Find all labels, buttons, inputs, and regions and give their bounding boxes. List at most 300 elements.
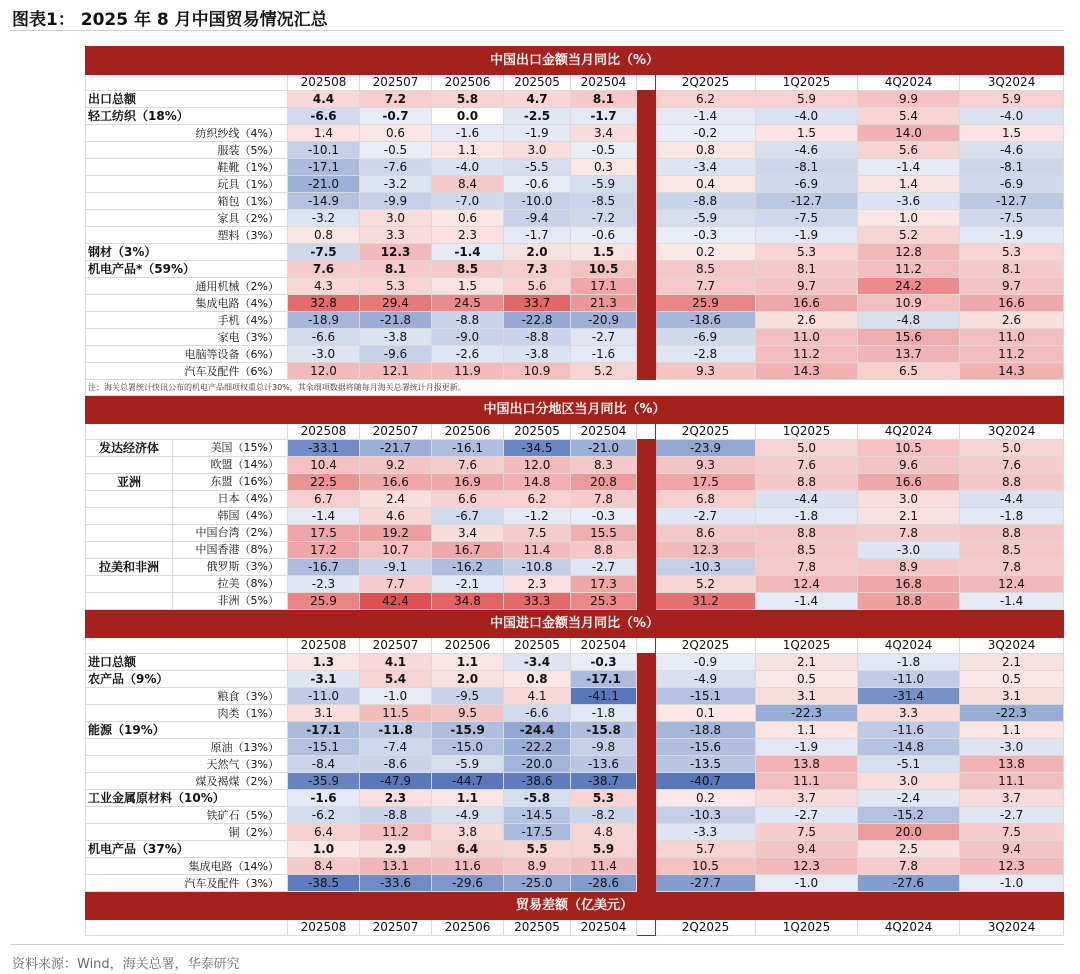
data-cell: -17.1 [288,722,360,739]
data-cell: -20.0 [504,756,571,773]
data-cell: 3.1 [756,688,858,705]
data-cell: -0.6 [571,227,637,244]
data-cell: -27.7 [656,875,756,892]
data-cell: -20.9 [571,312,637,329]
data-cell: 4.1 [504,688,571,705]
data-cell: 18.8 [858,593,960,610]
data-cell: 6.8 [656,491,756,508]
column-gap [637,474,656,491]
data-cell: -7.0 [432,193,504,210]
data-cell: 12.0 [504,457,571,474]
row-label: 中国台湾（2%） [195,526,279,539]
column-gap [637,508,656,525]
data-cell: 1.4 [288,125,360,142]
column-header: 3Q2024 [960,75,1064,91]
column-header: 3Q2024 [960,638,1064,654]
row-label: 机电产品*（59%） [86,261,288,278]
data-cell: 1.0 [288,841,360,858]
data-cell: -4.8 [858,312,960,329]
data-cell: 1.5 [571,244,637,261]
data-cell: 32.8 [288,295,360,312]
data-cell: 3.0 [858,491,960,508]
data-cell: 13.1 [360,858,432,875]
data-cell: -10.8 [504,559,571,576]
data-cell: 12.0 [288,363,360,380]
column-gap [637,705,656,722]
region-row-cell [86,576,288,593]
data-cell: 2.1 [960,654,1064,671]
data-cell: -3.0 [960,739,1064,756]
data-cell: -1.4 [858,159,960,176]
region-row-cell [86,457,288,474]
data-cell: -3.0 [288,346,360,363]
column-header: 202504 [571,424,637,440]
data-cell: 20.0 [858,824,960,841]
data-cell: -1.8 [960,508,1064,525]
column-gap [637,542,656,559]
data-cell: -2.5 [504,108,571,125]
data-cell: 7.5 [960,824,1064,841]
data-cell: -10.0 [504,193,571,210]
data-cell: 2.0 [504,244,571,261]
data-cell: -3.1 [288,671,360,688]
region-group-spacer [86,525,173,541]
data-cell: -5.9 [432,756,504,773]
column-gap [637,312,656,329]
data-cell: 7.5 [504,525,571,542]
data-cell: 9.7 [756,278,858,295]
data-cell: 10.5 [656,858,756,875]
data-cell: 1.1 [432,142,504,159]
data-cell: 8.8 [756,474,858,491]
data-cell: -1.9 [960,227,1064,244]
data-cell: 15.6 [858,329,960,346]
data-cell: 5.2 [571,363,637,380]
data-cell: 0.0 [432,108,504,125]
data-cell: 3.1 [288,705,360,722]
data-cell: -0.3 [656,227,756,244]
column-gap [637,125,656,142]
data-cell: 0.1 [656,705,756,722]
data-cell: -9.8 [571,739,637,756]
data-cell: 12.4 [960,576,1064,593]
data-cell: -18.9 [288,312,360,329]
data-cell: 3.0 [858,773,960,790]
data-cell: 8.8 [960,474,1064,491]
data-cell: 3.3 [858,705,960,722]
row-label: 非洲（5%） [217,594,279,607]
data-cell: 2.4 [360,491,432,508]
data-cell: 2.6 [960,312,1064,329]
column-header: 202506 [432,424,504,440]
row-label: 手机（4%） [86,312,288,329]
data-cell: 11.0 [756,329,858,346]
data-cell: 1.5 [960,125,1064,142]
data-cell: 9.2 [360,457,432,474]
data-cell: 5.8 [432,91,504,108]
data-cell: -40.7 [656,773,756,790]
row-label: 汽车及配件（3%） [86,875,288,892]
row-label: 韩国（4%） [217,509,279,522]
region-group-spacer [86,491,173,507]
data-cell: -5.9 [656,210,756,227]
data-cell: -3.6 [858,193,960,210]
data-cell: 3.3 [360,227,432,244]
data-cell: -18.8 [656,722,756,739]
data-cell: -5.1 [858,756,960,773]
row-label: 鞋靴（1%） [86,159,288,176]
data-cell: 6.4 [432,841,504,858]
column-header: 202506 [432,638,504,654]
data-cell: 21.3 [571,295,637,312]
data-cell: -6.6 [504,705,571,722]
data-cell: 8.8 [756,525,858,542]
data-cell: 0.2 [656,244,756,261]
data-cell: 7.7 [656,278,756,295]
data-cell: -34.5 [504,440,571,457]
column-gap [637,722,656,739]
column-gap [637,807,656,824]
data-cell: 6.7 [288,491,360,508]
data-cell: -1.4 [288,508,360,525]
data-cell: 14.8 [504,474,571,491]
column-header: 202508 [288,424,360,440]
data-cell: 42.4 [360,593,432,610]
data-cell: 12.1 [360,363,432,380]
data-cell: 5.3 [960,244,1064,261]
data-cell: 9.4 [960,841,1064,858]
data-cell: 17.3 [571,576,637,593]
data-cell: -44.7 [432,773,504,790]
data-cell: -29.6 [432,875,504,892]
data-cell: -13.6 [571,756,637,773]
data-cell: -2.6 [432,346,504,363]
data-cell: 7.6 [756,457,858,474]
column-header: 202507 [360,920,432,936]
data-cell: -3.2 [288,210,360,227]
data-cell: -4.0 [756,108,858,125]
data-cell: -10.1 [288,142,360,159]
column-gap [637,295,656,312]
column-header: 2Q2025 [656,638,756,654]
region-row-cell [86,508,288,525]
data-cell: -1.8 [756,508,858,525]
column-header: 202505 [504,424,571,440]
column-gap [637,91,656,108]
data-cell: -7.4 [360,739,432,756]
data-cell: -3.2 [360,176,432,193]
region-group-label: 拉美和非洲 [86,559,173,575]
data-cell: -7.5 [960,210,1064,227]
data-cell: 0.6 [360,125,432,142]
data-cell: 9.3 [656,457,756,474]
data-cell: 16.6 [858,474,960,491]
region-group-spacer [86,542,173,558]
data-cell: -22.3 [756,705,858,722]
data-cell: -15.8 [571,722,637,739]
data-cell: -9.6 [360,346,432,363]
data-cell: -18.6 [656,312,756,329]
column-header: 202504 [571,638,637,654]
data-cell: 8.4 [288,858,360,875]
data-cell: 14.3 [756,363,858,380]
data-cell: 10.9 [504,363,571,380]
row-label: 通用机械（2%） [86,278,288,295]
column-gap [637,756,656,773]
column-gap [637,875,656,892]
data-cell: 10.5 [858,440,960,457]
region-group-label: 亚洲 [86,474,173,490]
region-row-cell [86,491,288,508]
data-cell: -15.0 [432,739,504,756]
column-gap [637,824,656,841]
data-cell: 17.2 [288,542,360,559]
column-gap [637,142,656,159]
data-cell: -38.6 [504,773,571,790]
data-cell: -2.3 [288,576,360,593]
data-cell: -24.4 [504,722,571,739]
column-gap [637,440,656,457]
data-cell: -17.1 [571,671,637,688]
data-cell: 2.0 [432,671,504,688]
data-cell: 0.2 [656,790,756,807]
data-cell: -15.2 [858,807,960,824]
data-cell: -33.1 [288,440,360,457]
data-cell: 2.1 [756,654,858,671]
data-cell: -4.4 [756,491,858,508]
data-cell: -0.7 [360,108,432,125]
row-label: 服装（5%） [86,142,288,159]
column-gap [637,654,656,671]
data-cell: -2.1 [432,576,504,593]
data-cell: -1.9 [504,125,571,142]
data-cell: -8.1 [756,159,858,176]
data-cell: 14.3 [960,363,1064,380]
data-cell: 4.3 [288,278,360,295]
data-cell: 8.5 [756,542,858,559]
section-title: 中国出口分地区当月同比（%） [86,396,1064,424]
data-cell: 0.5 [960,671,1064,688]
row-label: 纺织纱线（4%） [86,125,288,142]
data-cell: 3.0 [504,142,571,159]
data-cell: -6.9 [756,176,858,193]
data-cell: 8.9 [504,858,571,875]
data-cell: 8.4 [432,176,504,193]
data-cell: 1.5 [432,278,504,295]
data-cell: 8.9 [858,559,960,576]
data-cell: -16.7 [288,559,360,576]
data-cell: 3.4 [571,125,637,142]
data-cell: -21.7 [360,440,432,457]
data-cell: 1.1 [756,722,858,739]
data-cell: 11.1 [960,773,1064,790]
data-cell: -3.3 [656,824,756,841]
column-gap [637,739,656,756]
data-cell: -2.7 [756,807,858,824]
data-cell: 8.3 [571,457,637,474]
data-cell: -9.5 [432,688,504,705]
data-cell: -14.5 [504,807,571,824]
row-label: 家电（3%） [86,329,288,346]
column-gap [637,841,656,858]
header-blank [86,424,288,440]
data-cell: -1.4 [432,244,504,261]
data-cell: 1.4 [858,176,960,193]
footnote: 注：海关总署统计快讯公布的机电产品细项权重总计30%，其余细项数据将随每月海关总署统计月报更新。 [86,380,1064,396]
data-cell: -8.8 [656,193,756,210]
region-group-spacer [86,508,173,524]
data-cell: 4.6 [360,508,432,525]
data-cell: -7.5 [756,210,858,227]
data-cell: 10.9 [858,295,960,312]
data-cell: 1.3 [288,654,360,671]
data-cell: -17.1 [288,159,360,176]
data-cell: -3.8 [360,329,432,346]
data-cell: 15.5 [571,525,637,542]
column-header: 4Q2024 [858,920,960,936]
data-cell: -8.1 [960,159,1064,176]
column-gap [637,457,656,474]
data-cell: -13.5 [656,756,756,773]
data-cell: 7.8 [858,858,960,875]
row-label: 美国（15%） [210,441,279,454]
data-cell: 13.8 [960,756,1064,773]
row-label: 轻工纺织（18%） [86,108,288,125]
data-cell: -1.8 [571,705,637,722]
column-header: 1Q2025 [756,920,858,936]
column-gap [637,329,656,346]
region-group-label: 发达经济体 [86,440,173,456]
data-cell: 7.8 [571,491,637,508]
row-label: 肉类（1%） [86,705,288,722]
data-cell: 11.2 [960,346,1064,363]
row-label: 出口总额 [86,91,288,108]
data-cell: 5.5 [504,841,571,858]
data-cell: -28.6 [571,875,637,892]
column-header: 2Q2025 [656,75,756,91]
column-gap [637,108,656,125]
data-cell: 0.8 [656,142,756,159]
row-label: 俄罗斯（3%） [206,560,279,573]
data-cell: 7.3 [504,261,571,278]
column-gap [637,920,656,936]
data-cell: -1.2 [504,508,571,525]
row-label: 集成电路（14%） [86,858,288,875]
data-cell: -33.6 [360,875,432,892]
data-cell: -25.0 [504,875,571,892]
data-cell: -9.9 [360,193,432,210]
data-cell: -0.5 [360,142,432,159]
data-cell: 16.7 [432,542,504,559]
data-cell: -1.0 [756,875,858,892]
data-cell: 5.7 [656,841,756,858]
column-gap [637,227,656,244]
data-cell: 5.0 [960,440,1064,457]
data-cell: -3.4 [656,159,756,176]
data-cell: 25.9 [656,295,756,312]
data-cell: -0.3 [571,654,637,671]
data-cell: 16.6 [756,295,858,312]
column-header: 202508 [288,638,360,654]
data-cell: 16.6 [360,474,432,491]
data-cell: 7.6 [288,261,360,278]
data-cell: 5.9 [960,91,1064,108]
data-cell: 17.5 [288,525,360,542]
column-gap [637,261,656,278]
data-cell: 9.3 [656,363,756,380]
data-cell: -11.8 [360,722,432,739]
data-cell: 6.6 [432,491,504,508]
bottom-divider [10,944,1064,945]
data-cell: 1.1 [432,654,504,671]
data-cell: -8.6 [360,756,432,773]
row-label: 原油（13%） [86,739,288,756]
data-cell: 24.5 [432,295,504,312]
data-cell: 7.2 [360,91,432,108]
column-gap [637,491,656,508]
data-cell: -0.5 [571,142,637,159]
row-label: 工业金属原材料（10%） [86,790,288,807]
data-cell: 16.6 [960,295,1064,312]
data-cell: -4.9 [656,671,756,688]
data-cell: -31.4 [858,688,960,705]
region-row-cell [86,525,288,542]
data-cell: 4.4 [288,91,360,108]
data-cell: -2.7 [960,807,1064,824]
data-cell: -6.9 [656,329,756,346]
data-cell: 8.8 [960,525,1064,542]
data-cell: -11.6 [858,722,960,739]
column-header: 1Q2025 [756,424,858,440]
data-cell: 11.0 [960,329,1064,346]
column-header: 4Q2024 [858,424,960,440]
data-cell: -15.1 [288,739,360,756]
column-header: 202505 [504,75,571,91]
column-gap [637,424,656,440]
data-cell: -17.5 [504,824,571,841]
data-cell: 2.3 [360,790,432,807]
row-label: 中国香港（8%） [195,543,279,556]
column-gap [637,346,656,363]
row-label: 煤及褐煤（2%） [86,773,288,790]
data-cell: 5.9 [756,91,858,108]
data-cell: -1.7 [504,227,571,244]
data-cell: -7.6 [360,159,432,176]
data-cell: -2.7 [571,329,637,346]
data-cell: -1.4 [656,108,756,125]
data-cell: -21.8 [360,312,432,329]
row-label: 粮食（3%） [86,688,288,705]
data-cell: 7.5 [756,824,858,841]
data-cell: 1.1 [960,722,1064,739]
data-cell: 10.7 [360,542,432,559]
data-cell: -16.2 [432,559,504,576]
chart-title: 图表1： 2025 年 8 月中国贸易情况汇总 [12,10,328,30]
data-cell: 8.5 [432,261,504,278]
data-cell: -6.7 [432,508,504,525]
data-cell: 9.4 [756,841,858,858]
data-cell: -6.9 [960,176,1064,193]
data-cell: 5.9 [571,841,637,858]
data-cell: -11.0 [858,671,960,688]
data-cell: -12.7 [960,193,1064,210]
data-cell: -3.0 [858,542,960,559]
data-cell: 5.6 [504,278,571,295]
data-cell: -8.5 [571,193,637,210]
column-header: 4Q2024 [858,638,960,654]
row-label: 机电产品（37%） [86,841,288,858]
column-gap [637,210,656,227]
